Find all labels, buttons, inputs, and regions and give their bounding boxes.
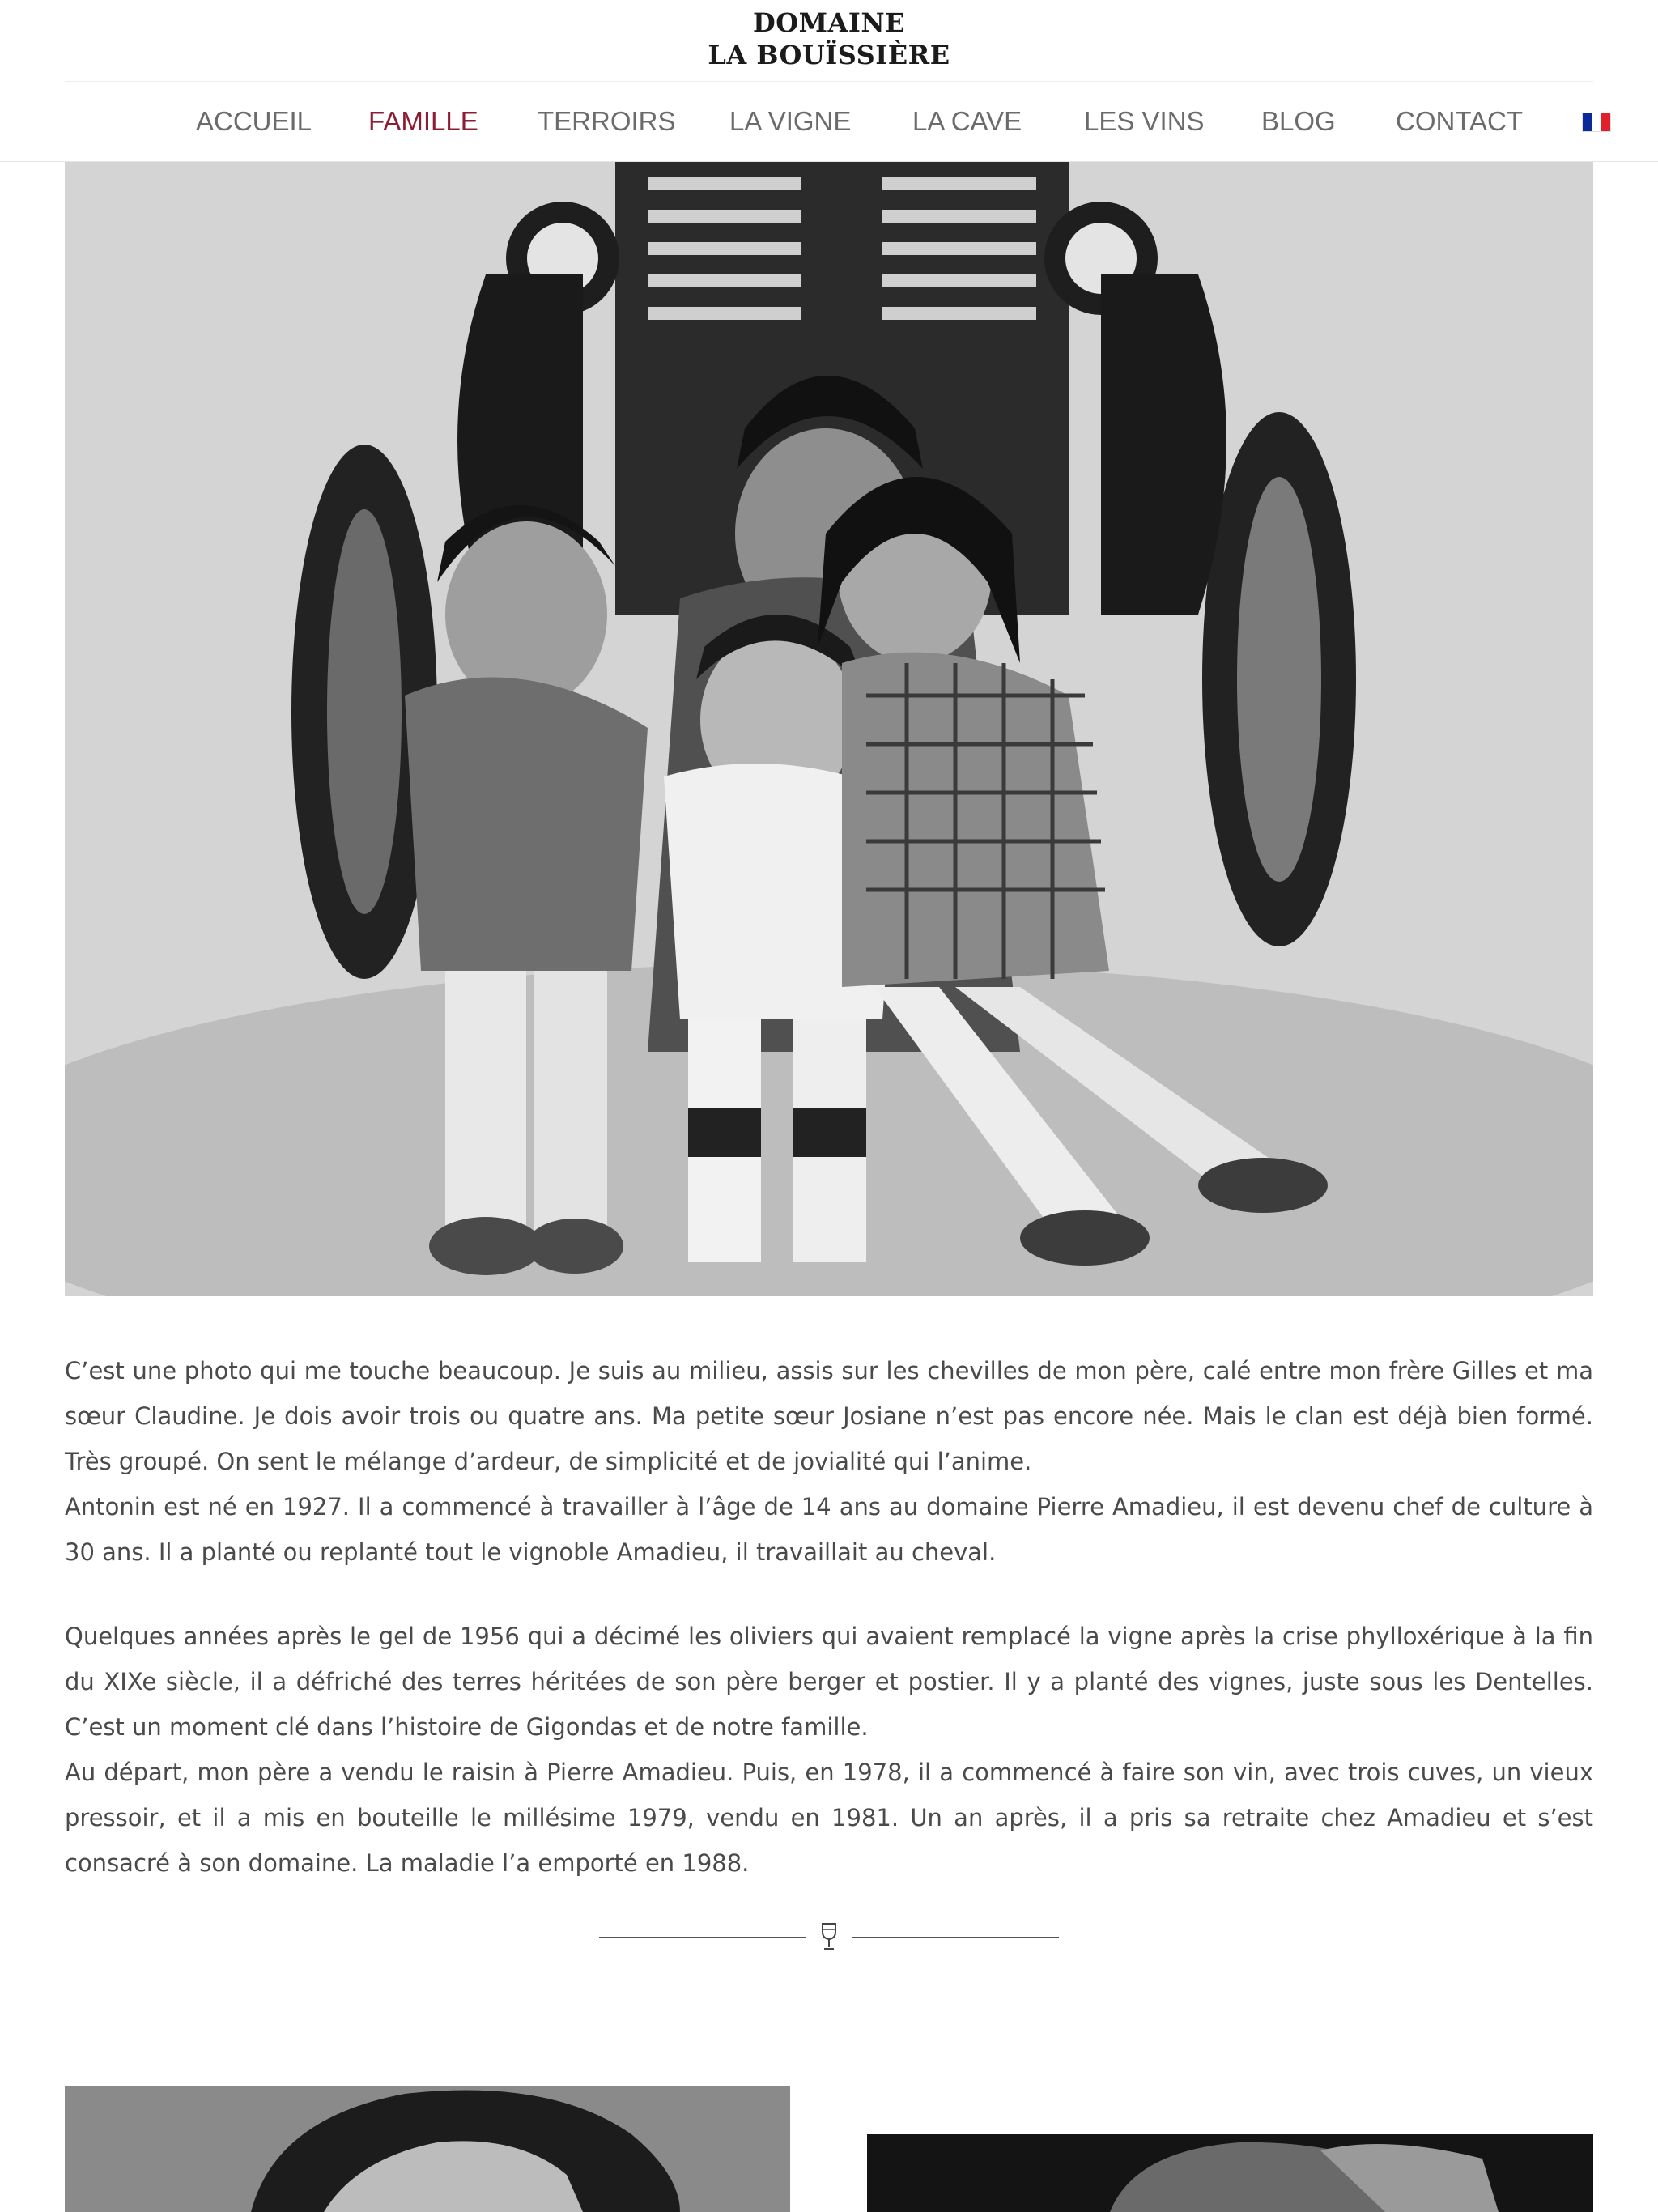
family-photo xyxy=(65,161,1593,1296)
portrait-illustration-right xyxy=(867,2134,1593,2212)
story-paragraph-4: Au départ, mon père a vendu le raisin à Pierre Amadieu. Puis, en 1978, il a commencé à faire son vin, avec trois cuves, un vieux pressoir, et il a mis en bouteille le millésime 1979, vendu en 1981. Un an après, il a pris sa retraite chez Amadieu et s’est consacré à son domaine. La maladie l’a emporté en 1988. xyxy=(65,1759,1593,1877)
portrait-photo-left xyxy=(65,2086,790,2212)
site-logo[interactable] xyxy=(0,6,1658,71)
portrait-photo-right xyxy=(867,2134,1593,2212)
story-paragraph-1: C’est une photo qui me touche beaucoup. Je suis au milieu, assis sur les chevilles de mon père, calé entre mon frère Gilles et ma sœur Claudine. Je dois avoir trois ou quatre ans. Ma petite sœur Josiane n’est pas encore née. Mais le clan est déjà bien formé. Très groupé. On sent le mélange d’ardeur, de simplicité et de jovialité qui l’anime. xyxy=(65,1357,1593,1475)
nav-item-accueil[interactable]: ACCUEIL xyxy=(196,106,312,136)
family-photo-illustration xyxy=(65,161,1593,1296)
wine-glass-icon xyxy=(818,1922,840,1951)
site-header xyxy=(0,0,1658,162)
fr-flag-icon[interactable] xyxy=(1582,113,1611,132)
nav-item-la-vigne[interactable]: LA VIGNE xyxy=(729,106,852,136)
nav-item-terroirs[interactable]: TERROIRS xyxy=(538,106,676,136)
divider-line-left xyxy=(599,1937,806,1938)
logo-line-2: LA BOUÏSSIÈRE xyxy=(708,40,950,70)
family-story xyxy=(65,1348,1593,1886)
header-divider xyxy=(65,81,1593,82)
portrait-illustration-left xyxy=(65,2086,790,2212)
nav-item-blog[interactable]: BLOG xyxy=(1261,106,1336,136)
nav-item-contact[interactable]: CONTACT xyxy=(1396,106,1524,136)
story-paragraph-3: Quelques années après le gel de 1956 qui a décimé les oliviers qui avaient remplacé la vigne après la crise phylloxérique à la fin du XIXe siècle, il a défriché des terres héritées de son père berger et postier. Il y a planté des vignes, juste sous les Dentelles. C’est un moment clé dans l’histoire de Gigondas et de notre famille. xyxy=(65,1623,1593,1741)
divider-line-right xyxy=(852,1937,1059,1938)
nav-item-les-vins[interactable]: LES VINS xyxy=(1084,106,1205,136)
story-paragraph-2: Antonin est né en 1927. Il a commencé à travailler à l’âge de 14 ans au domaine Pierre Amadieu, il est devenu chef de culture à 30 ans. Il a planté ou replanté tout le vignoble Amadieu, il travaillait au cheval. xyxy=(65,1493,1593,1566)
main-nav xyxy=(0,101,1658,142)
section-divider xyxy=(599,1919,1059,1955)
nav-item-la-cave[interactable]: LA CAVE xyxy=(912,106,1022,136)
nav-item-famille[interactable]: FAMILLE xyxy=(368,106,478,136)
logo-line-1: DOMAINE xyxy=(753,7,905,38)
